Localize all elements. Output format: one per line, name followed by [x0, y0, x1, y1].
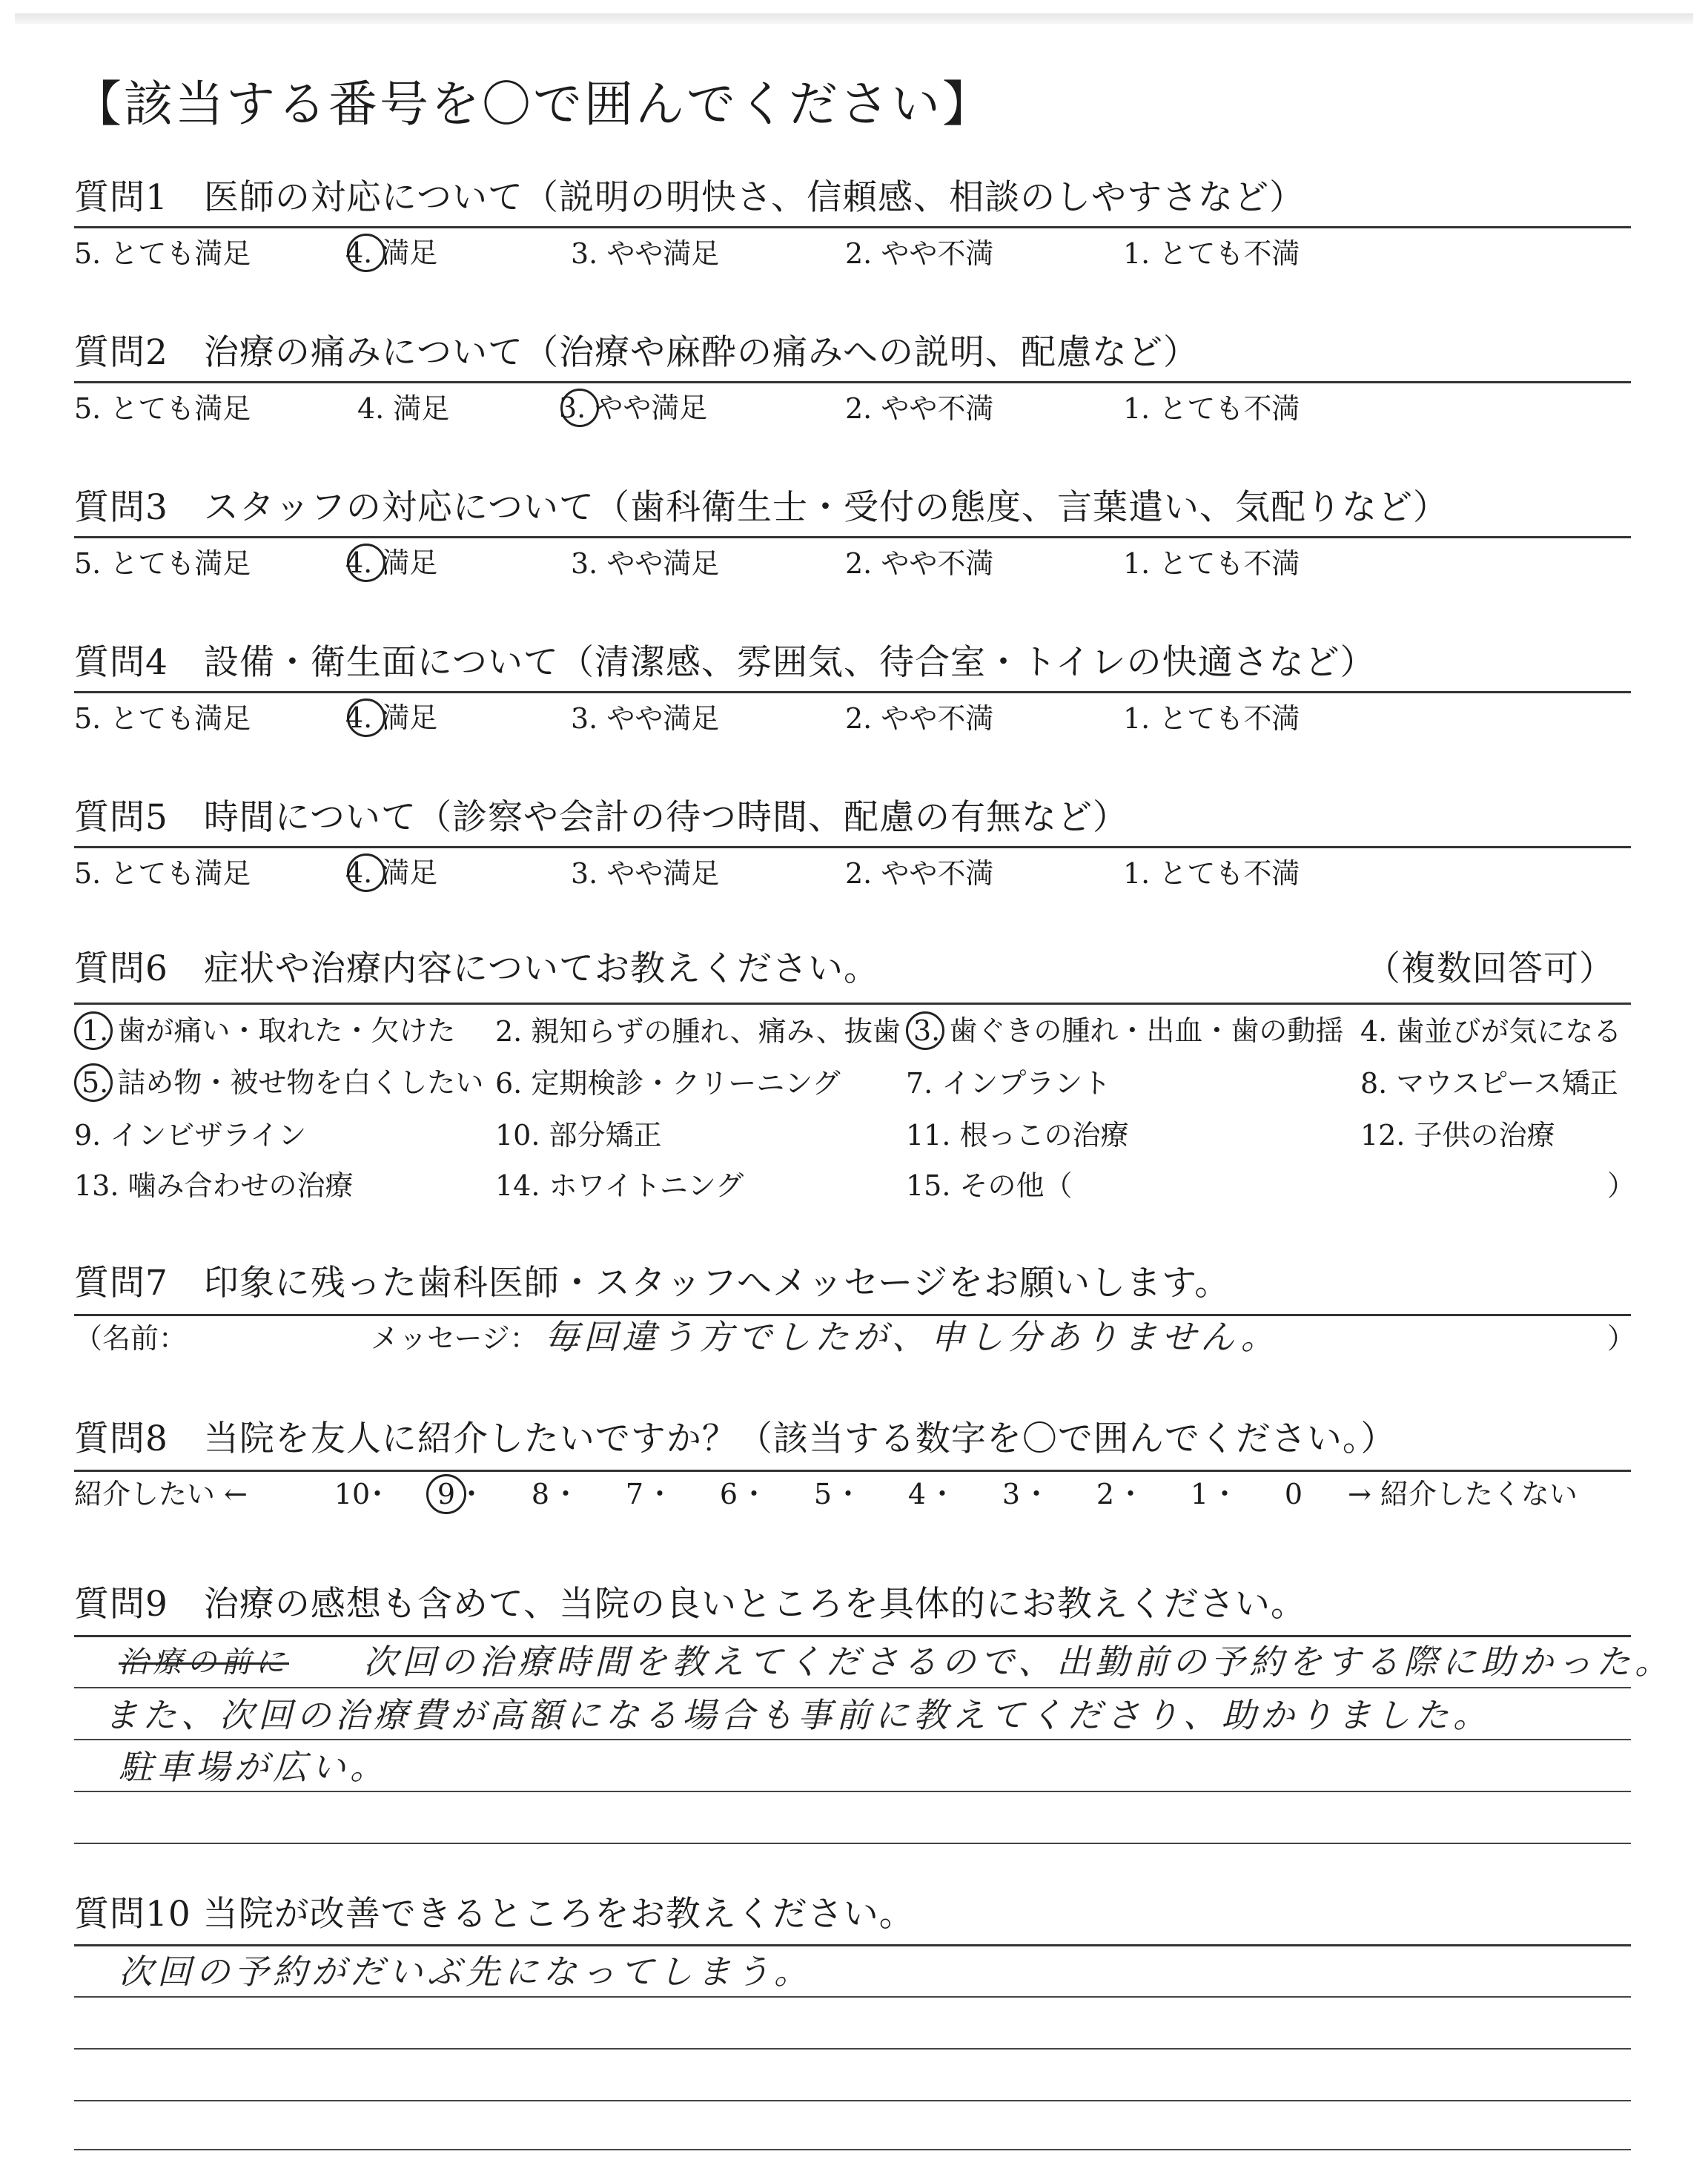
- q8-title: 質問8 当院を友人に紹介したいですか？（該当する数字を〇で囲んでください。）: [74, 1418, 1397, 1459]
- q8-separator: ・: [928, 1478, 957, 1510]
- q10-rule: [74, 1944, 1631, 1946]
- q9-line-1: [74, 1687, 1631, 1688]
- q8-separator: ・: [1116, 1478, 1145, 1510]
- q8-scale-value-6[interactable]: 6: [719, 1478, 738, 1510]
- q6-option-8[interactable]: 8. マウスピース矯正: [1360, 1067, 1618, 1100]
- q3-option-3[interactable]: 3. やや満足: [571, 547, 720, 580]
- q8-separator: ・: [1022, 1478, 1051, 1510]
- q8-scale-value-9[interactable]: 9: [426, 1474, 466, 1514]
- q10-title: 質問10 当院が改善できるところをお教えください。: [74, 1894, 915, 1935]
- q5-option-2[interactable]: 2. やや不満: [845, 857, 994, 890]
- q9-line-4: [74, 1843, 1631, 1844]
- q6-option-12[interactable]: 12. 子供の治療: [1360, 1119, 1555, 1152]
- q5-option-3[interactable]: 3. やや満足: [571, 857, 720, 890]
- q2-title: 質問2 治療の痛みについて（治療や麻酔の痛みへの説明、配慮など）: [74, 332, 1199, 373]
- q8-separator: ・: [1211, 1478, 1239, 1510]
- q6-other-close: ）: [1607, 1169, 1636, 1202]
- q2-option-2[interactable]: 2. やや不満: [845, 392, 994, 425]
- q6-option-14[interactable]: 14. ホワイトニング: [495, 1169, 744, 1202]
- q5-title: 質問5 時間について（診察や会計の待つ時間、配慮の有無など）: [74, 797, 1128, 838]
- q8-scale-value-10[interactable]: 10: [334, 1478, 371, 1510]
- q1-rule: [74, 226, 1631, 228]
- q8-right-label: → 紹介したくない: [1348, 1478, 1578, 1510]
- q4-option-2[interactable]: 2. やや不満: [845, 702, 994, 735]
- q10-line-1: [74, 1996, 1631, 1998]
- q3-option-1[interactable]: 1. とても不満: [1123, 547, 1300, 580]
- q4-rule: [74, 691, 1631, 693]
- q7-title: 質問7 印象に残った歯科医師・スタッフへメッセージをお願いします。: [74, 1263, 1231, 1304]
- q1-option-4[interactable]: [347, 234, 437, 272]
- q4-option-3[interactable]: 3. やや満足: [571, 702, 720, 735]
- q8-separator: ・: [740, 1478, 769, 1510]
- q10-line-3: [74, 2100, 1631, 2101]
- q6-option-5[interactable]: [74, 1063, 483, 1102]
- q8-separator: ・: [834, 1478, 863, 1510]
- q2-option-1[interactable]: 1. とても不満: [1123, 392, 1300, 425]
- q9-struck-text: 治療の前に: [119, 1645, 289, 1680]
- q2-option-4[interactable]: 4. 満足: [357, 392, 450, 425]
- q3-option-5[interactable]: 5. とても満足: [74, 547, 251, 580]
- q8-separator: ・: [646, 1478, 675, 1510]
- q4-option-5[interactable]: 5. とても満足: [74, 702, 251, 735]
- q3-title: 質問3 スタッフの対応について（歯科衛生士・受付の態度、言葉遣い、気配りなど）: [74, 487, 1449, 528]
- q4-title: 質問4 設備・衛生面について（清潔感、雰囲気、待合室・トイレの快適さなど）: [74, 642, 1376, 683]
- option-label: 4. 満足: [345, 856, 438, 889]
- q10-line-4: [74, 2149, 1631, 2150]
- q8-rule: [74, 1470, 1631, 1472]
- q1-option-5[interactable]: 5. とても満足: [74, 237, 251, 270]
- q7-message-label: メッセージ：: [371, 1322, 538, 1355]
- q9-line-2: [74, 1739, 1631, 1740]
- q8-scale-value-7[interactable]: 7: [625, 1478, 644, 1510]
- q8-scale-value-0[interactable]: 0: [1284, 1478, 1303, 1510]
- q9-line-3: [74, 1791, 1631, 1792]
- q6-rule: [74, 1003, 1631, 1005]
- q7-close: ）: [1607, 1322, 1636, 1355]
- q6-option-4[interactable]: 4. 歯並びが気になる: [1360, 1015, 1622, 1048]
- option-label: 1. 歯が痛い・取れた・欠けた: [82, 1014, 456, 1047]
- q6-option-7[interactable]: 7. インプラント: [906, 1067, 1111, 1100]
- q8-scale-value-1[interactable]: 1: [1190, 1478, 1209, 1510]
- q4-option-1[interactable]: 1. とても不満: [1123, 702, 1300, 735]
- q8-scale-value-8[interactable]: 8: [531, 1478, 550, 1510]
- q1-option-3[interactable]: 3. やや満足: [571, 237, 720, 270]
- q8-scale-value-4[interactable]: 4: [907, 1478, 927, 1510]
- q6-option-9[interactable]: 9. インビザライン: [74, 1119, 307, 1152]
- instruction-header: 【該当する番号を〇で囲んでください】: [73, 76, 993, 133]
- option-label: 4. 満足: [345, 237, 438, 269]
- q2-option-3[interactable]: [560, 389, 707, 427]
- q1-option-2[interactable]: 2. やや不満: [845, 237, 994, 270]
- q6-note: （複数回答可）: [1366, 948, 1615, 989]
- q8-separator: ・: [552, 1478, 580, 1510]
- q10-answer-line-1: 次回の予約がだいぶ先になってしまう。: [119, 1952, 812, 1992]
- q9-rule: [74, 1635, 1631, 1637]
- q4-option-4[interactable]: [347, 698, 437, 737]
- q6-option-6[interactable]: 6. 定期検診・クリーニング: [495, 1067, 841, 1100]
- q6-option-3[interactable]: [906, 1011, 1343, 1050]
- q8-left-label: 紹介したい ←: [74, 1478, 248, 1510]
- option-label: 3. やや満足: [559, 392, 708, 424]
- q8-scale-value-3[interactable]: 3: [1002, 1478, 1021, 1510]
- option-label: 5. 詰め物・被せ物を白くしたい: [82, 1066, 484, 1099]
- q1-option-1[interactable]: 1. とても不満: [1123, 237, 1300, 270]
- q1-title: 質問1 医師の対応について（説明の明快さ、信頼感、相談のしやすさなど）: [74, 177, 1305, 218]
- q8-separator: ・: [457, 1478, 486, 1510]
- q6-option-13[interactable]: 13. 噛み合わせの治療: [74, 1169, 354, 1202]
- q10-line-2: [74, 2048, 1631, 2050]
- scan-top-edge: [15, 13, 1693, 24]
- q3-option-4[interactable]: [347, 544, 437, 582]
- q7-name-label: （名前：: [74, 1322, 188, 1355]
- q9-answer-line-1: 次回の治療時間を教えてくださるので、出勤前の予約をする際に助かった。: [363, 1642, 1674, 1682]
- q8-scale-value-2[interactable]: 2: [1096, 1478, 1115, 1510]
- q9-title: 質問9 治療の感想も含めて、当院の良いところを具体的にお教えください。: [74, 1584, 1306, 1625]
- q2-option-5[interactable]: 5. とても満足: [74, 392, 251, 425]
- q5-option-4[interactable]: [347, 853, 437, 892]
- option-label: 4. 満足: [345, 546, 438, 579]
- q6-option-1[interactable]: [74, 1011, 455, 1050]
- q8-separator: ・: [363, 1478, 392, 1510]
- q9-answer-line-2: また、次回の治療費が高額になる場合も事前に教えてくださり、助かりました。: [104, 1695, 1492, 1735]
- q6-title: 質問6 症状や治療内容についてお教えください。: [74, 948, 879, 989]
- q6-option-15[interactable]: 15. その他（: [906, 1169, 1073, 1202]
- q5-option-5[interactable]: 5. とても満足: [74, 857, 251, 890]
- q3-option-2[interactable]: 2. やや不満: [845, 547, 994, 580]
- q5-option-1[interactable]: 1. とても不満: [1123, 857, 1300, 890]
- q7-message-handwriting: 毎回違う方でしたが、申し分ありません。: [545, 1317, 1280, 1357]
- q8-scale-value-5[interactable]: 5: [813, 1478, 833, 1510]
- q6-option-2[interactable]: 2. 親知らずの腫れ、痛み、抜歯: [495, 1015, 901, 1048]
- option-label: 4. 満足: [345, 701, 438, 734]
- q6-option-11[interactable]: 11. 根っこの治療: [906, 1119, 1129, 1152]
- option-label: 3. 歯ぐきの腫れ・出血・歯の動揺: [913, 1014, 1344, 1047]
- q6-option-10[interactable]: 10. 部分矯正: [495, 1119, 662, 1152]
- q7-rule: [74, 1314, 1631, 1316]
- q9-answer-line-3: 駐車場が広い。: [119, 1747, 388, 1787]
- q5-rule: [74, 846, 1631, 848]
- q3-rule: [74, 536, 1631, 538]
- q2-rule: [74, 381, 1631, 383]
